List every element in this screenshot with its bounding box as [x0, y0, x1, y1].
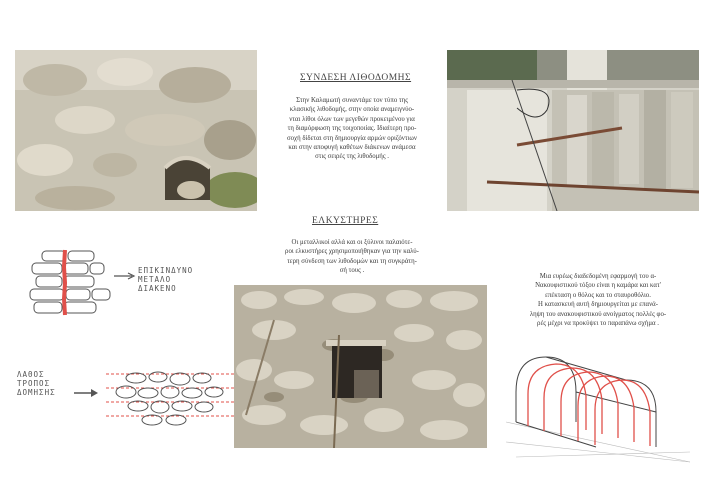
text-line: νται λίθοι όλων των μεγεθών προκειμένου για: [289, 115, 415, 123]
sketch-dangerous-gap: [22, 247, 117, 319]
text-line: Η κατασκευή αυτή δημιουργείται με επανά-: [537, 301, 659, 309]
text-line: Νακουφιστικού τόξου είναι η καμάρα και κατ': [535, 282, 661, 290]
sketch-wrong-masonry: [106, 368, 234, 428]
label-line: ΜΕΤΑΛΟ: [138, 275, 172, 284]
label-line: ΛΑΘΟΣ: [17, 370, 45, 379]
arrow-icon: [74, 388, 100, 398]
text-line: και στην αποφυγή καθέτων διάκενων ανάμεσα: [288, 144, 416, 152]
section-heading-stone-bonding: ΣΥΝΔΕΣΗ ΛΙΘΟΔΟΜΗΣ: [300, 73, 412, 83]
text-line: ροι ελκυστήρες χρησιμοποιήθηκαν για την καλύ-: [285, 248, 419, 256]
text-line: σή τους .: [339, 267, 365, 275]
text-line: τερη σύνδεση των λιθοδομών και τη συγκράτη-: [287, 257, 417, 265]
section-text-stone-bonding: [262, 96, 442, 162]
stone-wall-niche-photo: [15, 50, 257, 211]
section-text-arches: [498, 272, 698, 328]
label-line: ΔΙΑΚΕΝΟ: [138, 284, 177, 293]
text-line: Οι μεταλλικοί αλλά και οι ξύλινοι παλαιότε-: [291, 239, 413, 246]
section-text-tie-rods: [262, 238, 442, 276]
arrow-icon: [114, 272, 136, 280]
text-line: κλασικής λιθοδομής, στην οποία αναμειγνύο-: [289, 106, 415, 114]
section-heading-tie-rods: ΕΛΚΥΣΤΗΡΕΣ: [312, 216, 379, 226]
stone-wall-window-photo: [234, 285, 487, 448]
text-line: Μια ευρέως διαδεδομένη εφαρμογή του α-: [539, 273, 657, 280]
label-line: ΔΟΜΗΣΗΣ: [17, 388, 56, 397]
wall-tie-rod-photo: [447, 50, 699, 211]
label-wrong-method: [17, 370, 56, 397]
text-line: στις σειρές της λιθοδομής .: [315, 153, 389, 161]
label-line: ΤΡΟΠΟΣ: [17, 379, 51, 388]
text-line: τη διαμόρφωση της τοιχοποιίας. Ιδιαίτερη προ-: [287, 125, 417, 133]
label-dangerous-gap: [138, 266, 193, 293]
text-line: ρές μέχρι να προκύψει το παραπάνω σχήμα .: [537, 320, 659, 328]
text-line: Στην Καλαμωτή συναντάμε τον τύπο της: [296, 97, 408, 104]
label-line: ΕΠΙΚΙΝΔΥΝΟ: [138, 266, 194, 275]
text-line: ληψη του ανακουφιστικού ανοίγματος πολλές φο-: [529, 310, 667, 318]
sketch-barrel-vault: [506, 352, 690, 467]
text-line: επέκταση ο θόλος και το σταυροθόλιο.: [545, 291, 651, 299]
text-line: σοχή δίδεται στη δημιουργία αρμών οριζόντιων: [287, 134, 417, 142]
